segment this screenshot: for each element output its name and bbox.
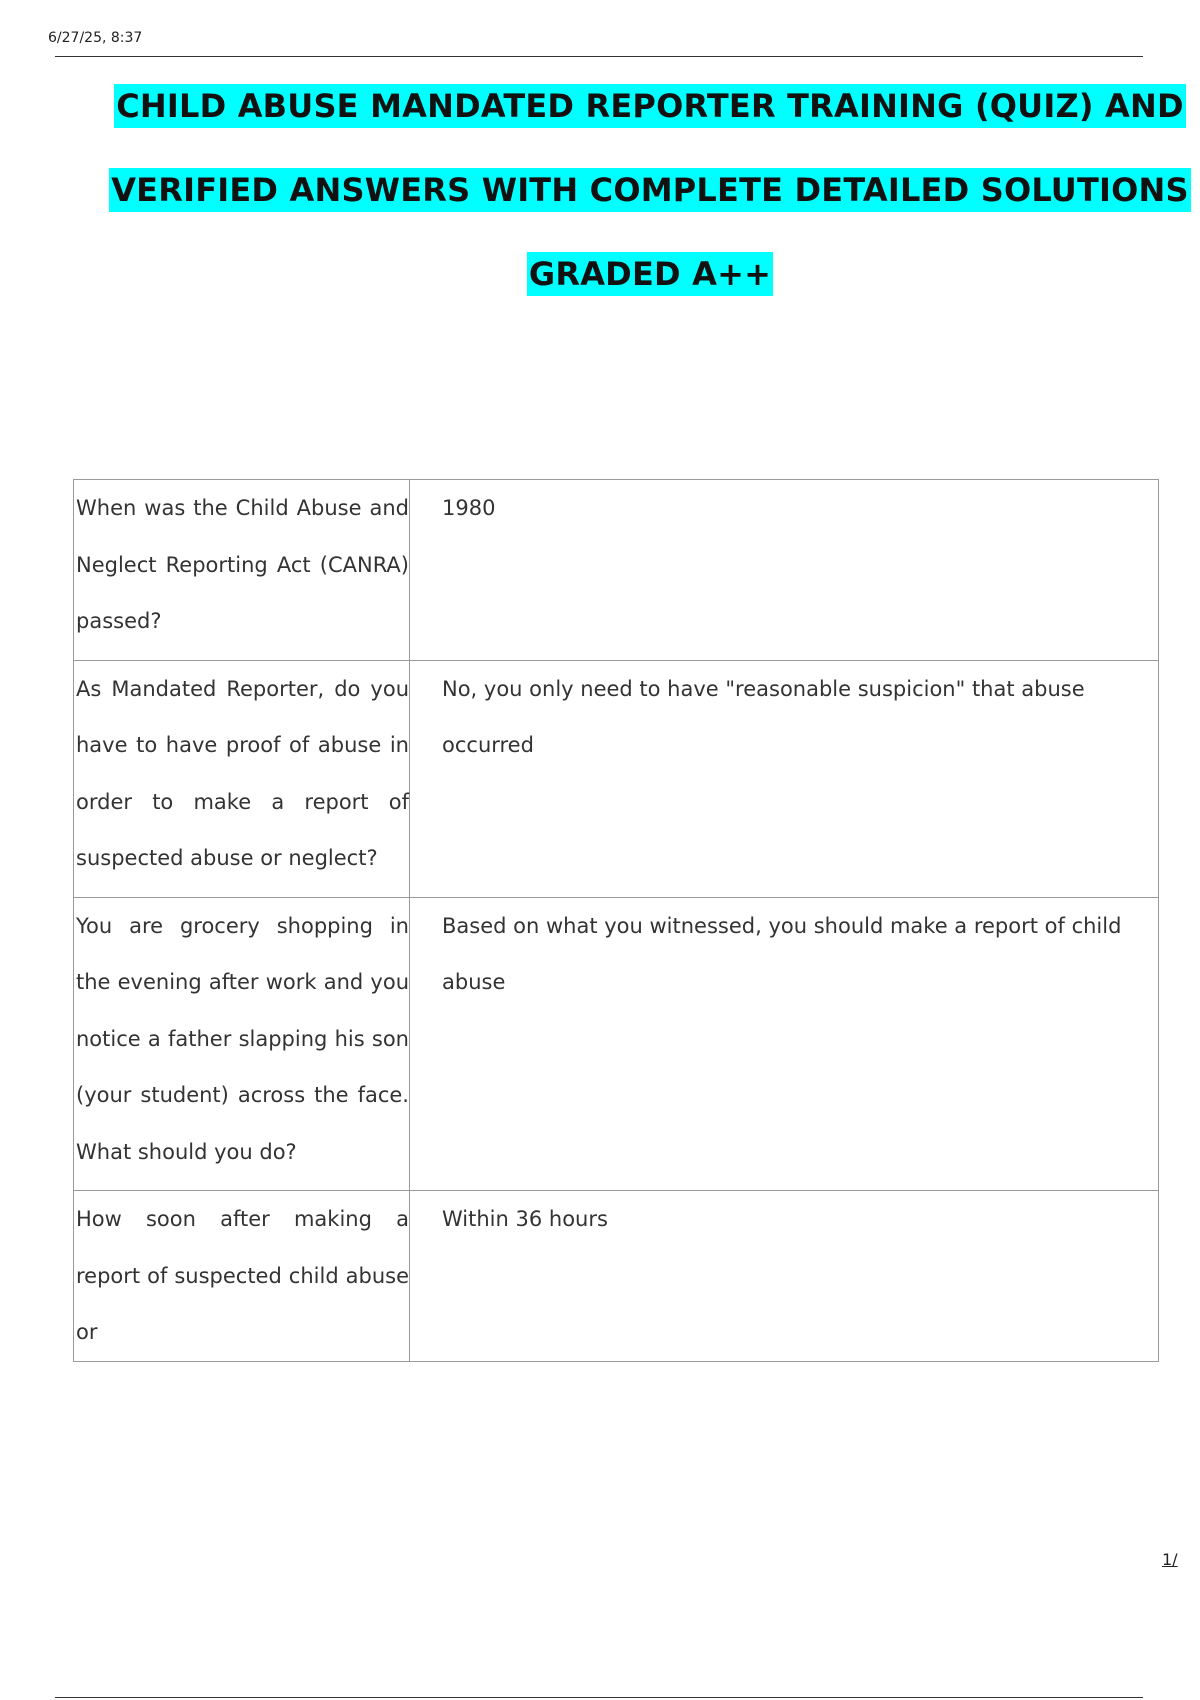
document-title — [0, 84, 1200, 336]
page-number: 1/ — [1162, 1550, 1178, 1569]
question-cell: How soon after making a report of suspected child abuse or — [74, 1191, 410, 1362]
question-cell: When was the Child Abuse and Neglect Reporting Act (CANRA) passed? — [74, 480, 410, 661]
table-row — [74, 660, 1159, 897]
footer-divider — [55, 1697, 1143, 1698]
title-line-2 — [0, 168, 1200, 252]
title-line-3-text: GRADED A++ — [527, 252, 773, 296]
title-line-3 — [0, 252, 1200, 336]
answer-cell: Based on what you witnessed, you should make a report of child abuse — [410, 897, 1159, 1191]
title-line-1-text: CHILD ABUSE MANDATED REPORTER TRAINING (QUIZ) AND — [114, 84, 1186, 128]
qa-table — [73, 479, 1159, 1362]
title-line-2-text: VERIFIED ANSWERS WITH COMPLETE DETAILED SOLUTIONS — [109, 168, 1191, 212]
print-timestamp: 6/27/25, 8:37 — [48, 30, 143, 46]
answer-cell: Within 36 hours — [410, 1191, 1159, 1362]
question-cell: As Mandated Reporter, do you have to have proof of abuse in order to make a report of suspected abuse or neglect? — [74, 660, 410, 897]
answer-cell: No, you only need to have "reasonable suspicion" that abuse occurred — [410, 660, 1159, 897]
answer-cell: 1980 — [410, 480, 1159, 661]
question-cell: You are grocery shopping in the evening after work and you notice a father slapping his son (your student) across the face. What should you do? — [74, 897, 410, 1191]
table-row — [74, 480, 1159, 661]
title-line-1 — [0, 84, 1200, 168]
table-row — [74, 1191, 1159, 1362]
table-row — [74, 897, 1159, 1191]
header-divider — [55, 56, 1143, 57]
